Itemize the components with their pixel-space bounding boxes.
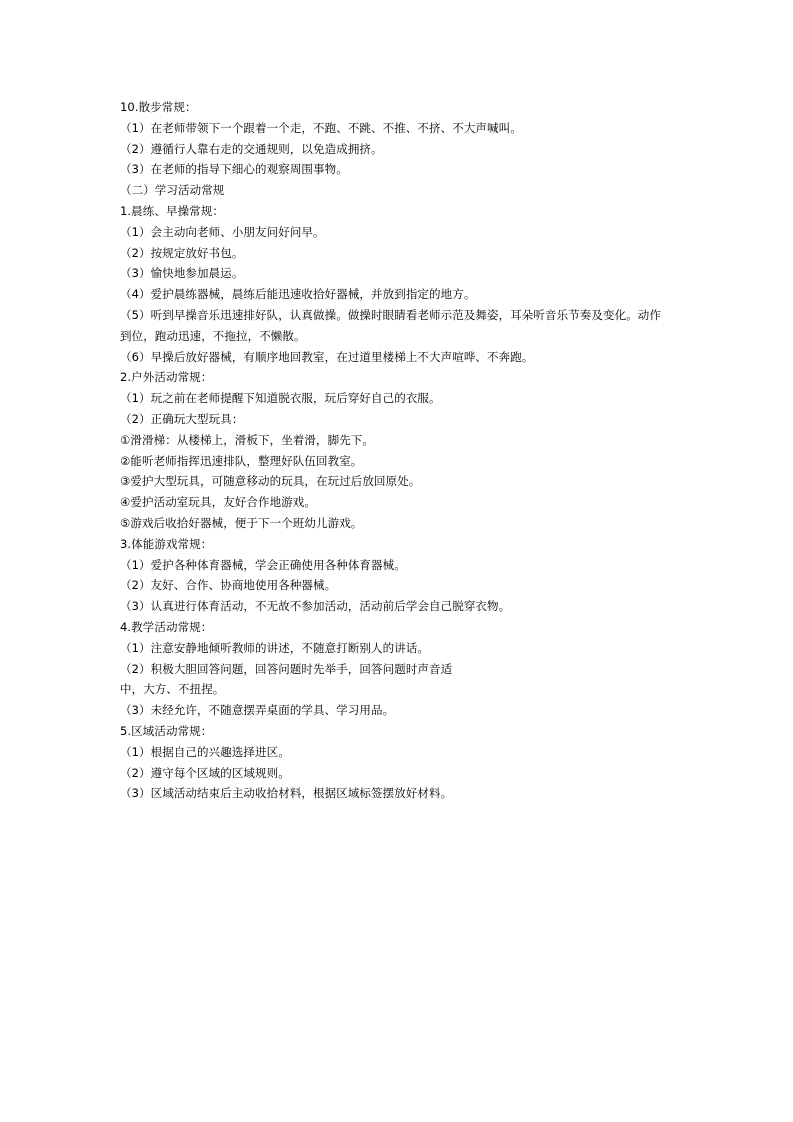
text-line: （2）遵循行人靠右走的交通规则，以免造成拥挤。	[120, 141, 383, 156]
text-line: （6）早操后放好器械，有顺序地回教室，在过道里楼梯上不大声喧哗、不奔跑。	[120, 349, 534, 364]
text-line: （2）友好、合作、协商地使用各种器械。	[120, 578, 337, 593]
text-line: ⑤游戏后收拾好器械，便于下一个班幼儿游戏。	[120, 515, 363, 530]
text-line: （4）爱护晨练器械，晨练后能迅速收拾好器械，并放到指定的地方。	[120, 287, 476, 302]
text-line: 中，大方、不扭捏。	[120, 682, 225, 697]
section-heading-morning: 1.晨练、早操常规：	[120, 203, 224, 218]
text-line: （3）认真进行体育活动，不无故不参加活动，活动前后学会自己脱穿衣物。	[120, 599, 511, 614]
text-line: 到位，跑动迅速，不拖拉，不懒散。	[120, 328, 306, 343]
text-line: ②能听老师指挥迅速排队，整理好队伍回教室。	[120, 453, 363, 468]
text-line: （3）愉快地参加晨运。	[120, 266, 244, 281]
text-line: （1）注意安静地倾听教师的讲述，不随意打断别人的讲话。	[120, 640, 430, 655]
section-heading-outdoor: 2.户外活动常规：	[120, 370, 213, 385]
text-line: （1）根据自己的兴趣选择进区。	[120, 744, 290, 759]
section-heading-teaching: 4.教学活动常规：	[120, 619, 213, 634]
text-line: （2）遵守每个区域的区域规则。	[120, 765, 290, 780]
section-heading-physical: 3.体能游戏常规：	[120, 536, 213, 551]
text-line: ③爱护大型玩具，可随意移动的玩具，在玩过后放回原处。	[120, 474, 421, 489]
section-heading-learning: （二）学习活动常规	[120, 183, 225, 198]
text-line: （3）区域活动结束后主动收拾材料，根据区域标签摆放好材料。	[120, 786, 453, 801]
text-line: （3）在老师的指导下细心的观察周围事物。	[120, 162, 348, 177]
text-line: （1）玩之前在老师提醒下知道脱衣服，玩后穿好自己的衣服。	[120, 391, 441, 406]
text-line: （5）听到早操音乐迅速排好队，认真做操。做操时眼睛看老师示范及舞姿，耳朵听音乐节奏及变化。动作	[120, 307, 662, 322]
section-heading-walk: 10.散步常规：	[120, 100, 197, 114]
text-line: ④爱护活动室玩具，友好合作地游戏。	[120, 495, 317, 510]
section-heading-area: 5.区域活动常规：	[120, 723, 213, 738]
text-line: （2）正确玩大型玩具：	[120, 411, 244, 426]
text-line: （1）爱护各种体育器械，学会正确使用各种体育器械。	[120, 557, 406, 572]
document-body	[120, 97, 680, 804]
text-line: （2）按规定放好书包。	[120, 245, 244, 260]
text-line: （2）积极大胆回答问题，回答问题时先举手，回答问题时声音适	[120, 661, 453, 676]
text-line: ①滑滑梯：从楼梯上，滑板下，坐着滑，脚先下。	[120, 432, 375, 447]
text-line: （1）在老师带领下一个跟着一个走，不跑、不跳、不推、不挤、不大声喊叫。	[120, 120, 522, 135]
text-line: （1）会主动向老师、小朋友问好问早。	[120, 224, 325, 239]
text-line: （3）未经允许，不随意摆弄桌面的学具、学习用品。	[120, 703, 395, 718]
